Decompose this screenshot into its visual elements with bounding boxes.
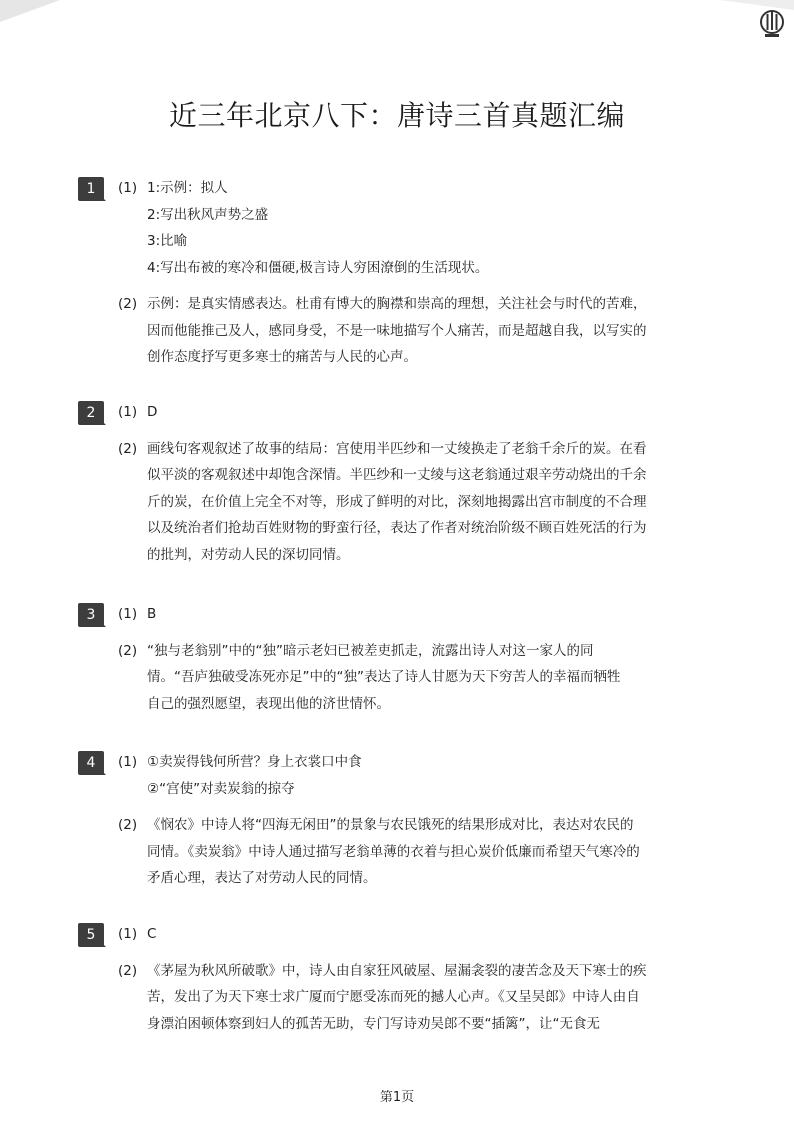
part-label: (2)	[118, 642, 138, 659]
answer-line: 斤的炭，在价值上完全不对等，形成了鲜明的对比，深刻地揭露出宫市制度的不合理	[147, 493, 647, 510]
part-label: (1)	[118, 404, 138, 420]
part-label: (2)	[118, 817, 138, 833]
logo-icon	[758, 8, 786, 40]
answer-line: 身漂泊困顿体察到妇人的孤苦无助，专门写诗劝吴郎不要“插篱”，让“无食无	[147, 1015, 600, 1032]
question-number-badge	[78, 401, 106, 425]
page-title: 近三年北京八下：唐诗三首真题汇编	[168, 99, 625, 132]
answer-line: ①卖炭得钱何所营？身上衣裳口中食	[147, 754, 362, 770]
answer-line: 2:写出秋风声势之盛	[147, 206, 269, 223]
answer-line: 《茅屋为秋风所破歌》中，诗人由自家狂风破屋、屋漏衾裂的凄苦念及天下寒士的疾	[147, 962, 647, 979]
page-corner-decoration	[0, 0, 794, 30]
part-label: (1)	[118, 606, 138, 622]
part-label: (2)	[118, 962, 138, 979]
answer-line: “独与老翁别”中的“独”暗示老妇已被差吏抓走，流露出诗人对这一家人的同	[147, 642, 594, 659]
answer-line: 3:比喻	[147, 233, 188, 249]
part-label: (2)	[118, 296, 138, 312]
answer-line: B	[147, 606, 157, 622]
answer-line: 4:写出布被的寒冷和僵硬,极言诗人穷困潦倒的生活现状。	[147, 259, 489, 276]
answer-line: 画线句客观叙述了故事的结局：宫使用半匹纱和一丈绫换走了老翁千余斤的炭。在看	[147, 440, 647, 457]
part-label: (1)	[118, 180, 138, 196]
answer-line: 示例：是真实情感表达。杜甫有博大的胸襟和崇高的理想，关注社会与时代的苦难，	[147, 296, 647, 312]
answer-line: ②“宫使”对卖炭翁的掠夺	[147, 780, 295, 797]
question-number: 4	[86, 755, 96, 771]
answer-line: 矛盾心理，表达了对劳动人民的同情。	[147, 870, 377, 886]
question-number: 3	[86, 607, 96, 623]
answer-line: 苦，发出了为天下寒士求广厦而宁愿受冻而死的撼人心声。《又呈吴郎》中诗人由自	[147, 989, 640, 1005]
answer-line: 的批判，对劳动人民的深切同情。	[147, 546, 350, 563]
answer-line: 创作态度抒写更多寒士的痛苦与人民的心声。	[147, 349, 417, 365]
part-label: (1)	[118, 754, 138, 770]
question-number: 1	[86, 181, 96, 197]
question-number-badge	[78, 751, 106, 775]
answer-line: 情。“吾庐独破受冻死亦足”中的“独”表达了诗人甘愿为天下穷苦人的幸福而牺牲	[147, 669, 621, 685]
page-number: 第1页	[379, 1090, 415, 1105]
answer-line: 以及统治者们抢劫百姓财物的野蛮行径，表达了作者对统治阶级不顾百姓死活的行为	[147, 520, 647, 536]
part-label: (2)	[118, 440, 138, 457]
question-number: 5	[86, 927, 96, 943]
answer-line: 因而他能推己及人，感同身受，不是一味地描写个人痛苦，而是超越自我，以写实的	[147, 322, 647, 339]
question-number-badge	[78, 177, 106, 201]
answer-line: 同情。《卖炭翁》中诗人通过描写老翁单薄的衣着与担心炭价低廉而希望天气寒冷的	[147, 843, 640, 860]
answer-line: D	[147, 404, 158, 420]
question-number-badge	[78, 603, 106, 627]
question-number-badge	[78, 923, 106, 947]
part-label: (1)	[118, 926, 138, 942]
answer-line: 自己的强烈愿望，表现出他的济世情怀。	[147, 695, 390, 712]
question-number: 2	[86, 405, 96, 421]
answer-line: 似平淡的客观叙述中却饱含深情。半匹纱和一丈绫与这老翁通过艰辛劳动烧出的千余	[147, 467, 647, 483]
answer-line: 《悯农》中诗人将“四海无闲田”的景象与农民饿死的结果形成对比，表达对农民的	[147, 817, 634, 833]
answer-line: 1:示例：拟人	[147, 180, 228, 196]
answer-line: C	[147, 926, 157, 942]
